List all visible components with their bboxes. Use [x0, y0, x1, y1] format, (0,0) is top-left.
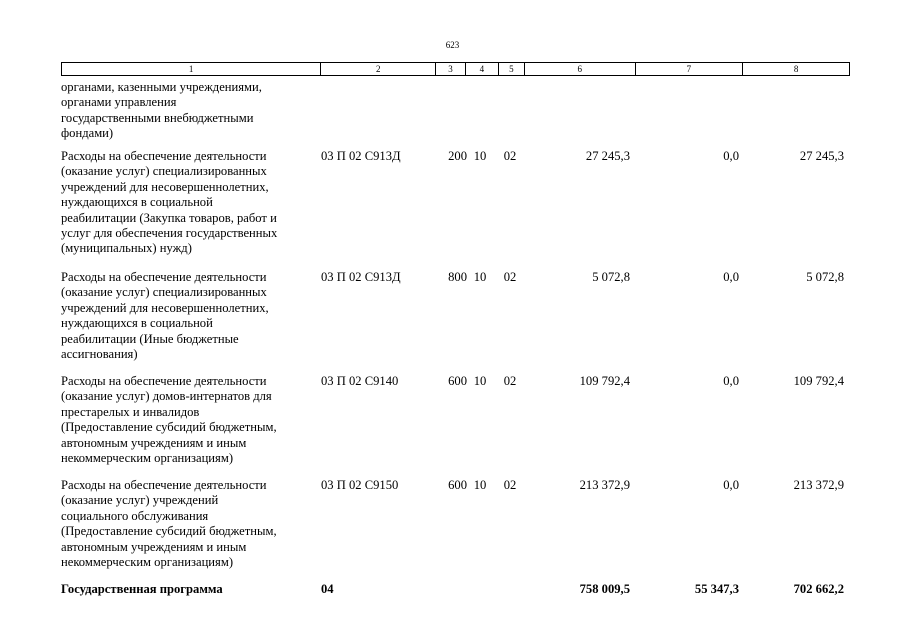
text-line: (муниципальных) нужд)	[61, 241, 192, 256]
text-line: органами управления	[61, 95, 177, 110]
text-line: нуждающихся в социальной	[61, 316, 213, 331]
amount-col-7: 0,0	[723, 149, 739, 163]
text-line: Расходы на обеспечение деятельности	[61, 478, 267, 492]
amount-col-6: 213 372,9	[579, 478, 630, 492]
text-line: (оказание услуг) специализированных	[61, 164, 267, 179]
row-description	[61, 374, 326, 466]
total-row-name: Государственная программа	[61, 582, 223, 596]
text-line: учреждений для несовершеннолетних,	[61, 179, 269, 194]
table-header	[61, 62, 850, 76]
amount-col-8: 5 072,8	[806, 270, 844, 284]
text-line: некоммерческим организациям)	[61, 451, 234, 466]
amount-col-6: 27 245,3	[585, 149, 630, 163]
row-description	[61, 478, 326, 570]
amount-col-6: 5 072,8	[592, 270, 630, 284]
text-line: учреждений для несовершеннолетних,	[61, 300, 269, 315]
target-article-code: 03 П 02 С913Д	[321, 149, 401, 163]
text-line: услуг для обеспечения государственных	[61, 226, 278, 241]
total-amount-col-8: 702 662,2	[793, 582, 844, 596]
header-col-5: 5	[499, 63, 525, 75]
text-line: нуждающихся в социальной	[61, 195, 213, 210]
total-row-code: 04	[321, 582, 334, 596]
text-line: Расходы на обеспечение деятельности	[61, 374, 267, 388]
section-code: 10	[473, 149, 487, 163]
text-line: реабилитации (Закупка товаров, работ и	[61, 210, 277, 225]
header-col-7: 7	[636, 63, 744, 75]
text-line: престарелых и инвалидов	[61, 404, 200, 419]
target-article-code: 03 П 02 С913Д	[321, 270, 401, 284]
amount-col-7: 0,0	[723, 478, 739, 492]
continuation-text	[61, 80, 326, 142]
text-line: социального обслуживания	[61, 508, 209, 523]
text-line: (оказание услуг) учреждений	[61, 493, 219, 508]
subsection-code: 02	[503, 478, 517, 492]
text-line: некоммерческим организациям)	[61, 555, 234, 570]
expense-type-code: 200	[448, 149, 467, 163]
target-article-code: 03 П 02 С9140	[321, 374, 399, 388]
page-number: 623	[445, 40, 460, 50]
amount-col-6: 109 792,4	[579, 374, 630, 388]
text-line: фондами)	[61, 126, 114, 141]
target-article-code: 03 П 02 С9150	[321, 478, 399, 492]
text-line: (оказание услуг) специализированных	[61, 285, 267, 300]
header-col-1: 1	[62, 63, 321, 75]
total-amount-col-7: 55 347,3	[694, 582, 739, 596]
text-line: автономным учреждениям и иным	[61, 435, 247, 450]
text-line: Расходы на обеспечение деятельности	[61, 149, 267, 163]
header-col-3: 3	[436, 63, 466, 75]
text-line: реабилитации (Иные бюджетные	[61, 331, 239, 346]
subsection-code: 02	[503, 149, 517, 163]
header-col-8: 8	[793, 64, 799, 74]
header-col-2: 2	[321, 63, 436, 75]
header-col-6: 6	[525, 63, 636, 75]
text-line: Расходы на обеспечение деятельности	[61, 270, 267, 284]
amount-col-8: 109 792,4	[793, 374, 844, 388]
subsection-code: 02	[503, 374, 517, 388]
text-line: (Предоставление субсидий бюджетным,	[61, 420, 277, 435]
amount-col-7: 0,0	[723, 374, 739, 388]
text-line: ассигнования)	[61, 347, 138, 362]
expense-type-code: 600	[448, 374, 467, 388]
text-line: государственными внебюджетными	[61, 110, 254, 125]
section-code: 10	[473, 270, 487, 284]
text-line: (оказание услуг) домов-интернатов для	[61, 389, 272, 404]
amount-col-7: 0,0	[723, 270, 739, 284]
expense-type-code: 600	[448, 478, 467, 492]
section-code: 10	[473, 478, 487, 492]
total-amount-col-6: 758 009,5	[579, 582, 630, 596]
text-line: (Предоставление субсидий бюджетным,	[61, 524, 277, 539]
amount-col-8: 27 245,3	[799, 149, 844, 163]
text-line: органами, казенными учреждениями,	[61, 80, 262, 94]
section-code: 10	[473, 374, 487, 388]
subsection-code: 02	[503, 270, 517, 284]
expense-type-code: 800	[448, 270, 467, 284]
header-col-4: 4	[466, 63, 499, 75]
amount-col-8: 213 372,9	[793, 478, 844, 492]
row-description	[61, 270, 326, 362]
row-description	[61, 149, 326, 257]
text-line: автономным учреждениям и иным	[61, 539, 247, 554]
